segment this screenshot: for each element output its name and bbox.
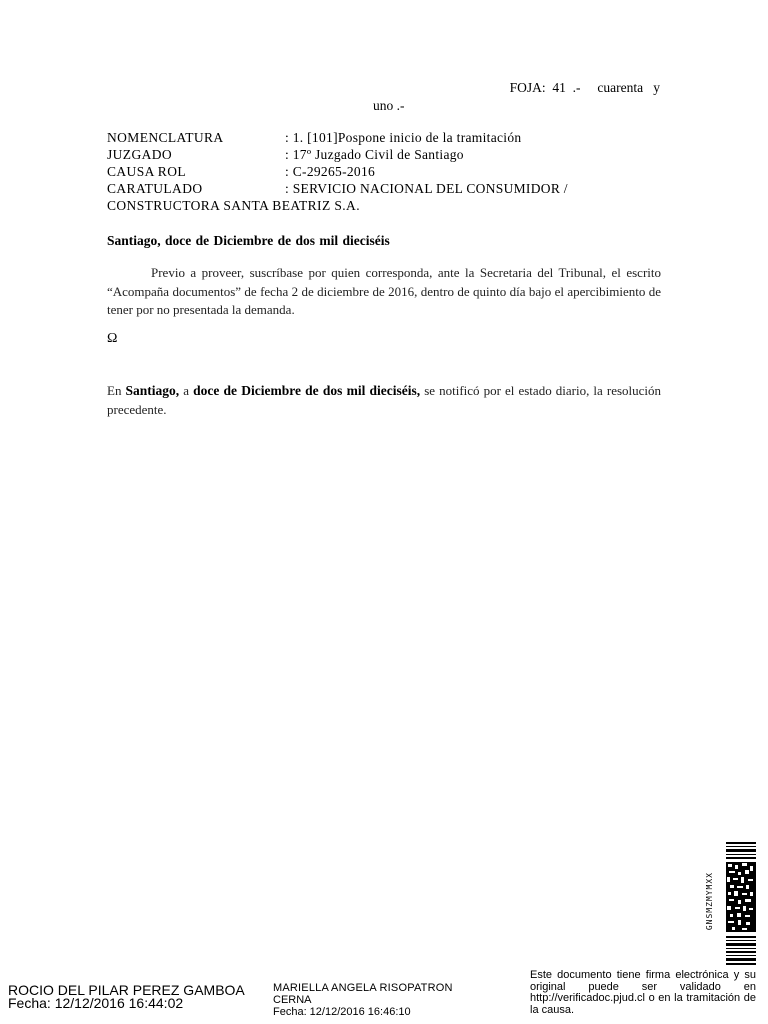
caratulado-continuation: CONSTRUCTORA SANTA BEATRIZ S.A. [107,198,360,213]
notification-paragraph [107,381,661,419]
signature-symbol: Ω [107,331,118,346]
signer-2-name-cont: CERNA [273,994,312,1006]
header-label: JUZGADO [107,147,173,162]
header-label: NOMENCLATURA [107,130,224,145]
signer-2-name: MARIELLA ANGELA RISOPATRON [273,982,453,994]
resolution-text: Previo a proveer, suscríbase por quien corresponda, ante la Secretaria del Tribunal, el escrito “Acompaña documentos” de fecha 2 de diciembre de 2016, dentro de quinto día bajo el apercibimiento de tener por no presentada la demanda. [107,265,661,317]
notification-date: doce de Diciembre de dos mil dieciséis, [193,383,421,398]
foja-label: FOJA: [509,80,546,95]
resolution-body [107,264,661,320]
foja-sep: .- [572,80,581,95]
electronic-signature-notice: Este documento tiene firma electrónica y su original puede ser validado en http://verificadoc.pjud.cl o en la tramitación de la causa. [530,969,756,1016]
signer-2-date: Fecha: 12/12/2016 16:46:10 [273,1006,411,1018]
header-value: : SERVICIO NACIONAL DEL CONSUMIDOR / [285,181,568,196]
header-value: : 17º Juzgado Civil de Santiago [285,147,464,162]
verification-code: GNSMZMYMXX [705,872,714,931]
header-label: CAUSA ROL [107,164,186,179]
foja-line [0,80,660,96]
foja-number: 41 [552,80,566,95]
header-value: : C-29265-2016 [285,164,376,179]
signer-1-name: ROCIO DEL PILAR PEREZ GAMBOA [8,982,245,998]
notification-a: a [183,383,190,398]
signer-1-date: Fecha: 12/12/2016 16:44:02 [8,995,184,1011]
notification-en: En [107,383,122,398]
foja-words-y: y [653,80,660,95]
notification-place: Santiago, [125,383,180,398]
header-label: CARATULADO [107,181,203,196]
header-value: : 1. [101]Pospone inicio de la tramitación [285,130,522,145]
foja-words-cont: uno .- [373,98,405,113]
foja-words: cuarenta [597,80,644,95]
resolution-date: Santiago, doce de Diciembre de dos mil dieciséis [107,233,390,248]
notification-rest: se notificó por el estado diario, la resolución precedente. [107,383,662,417]
